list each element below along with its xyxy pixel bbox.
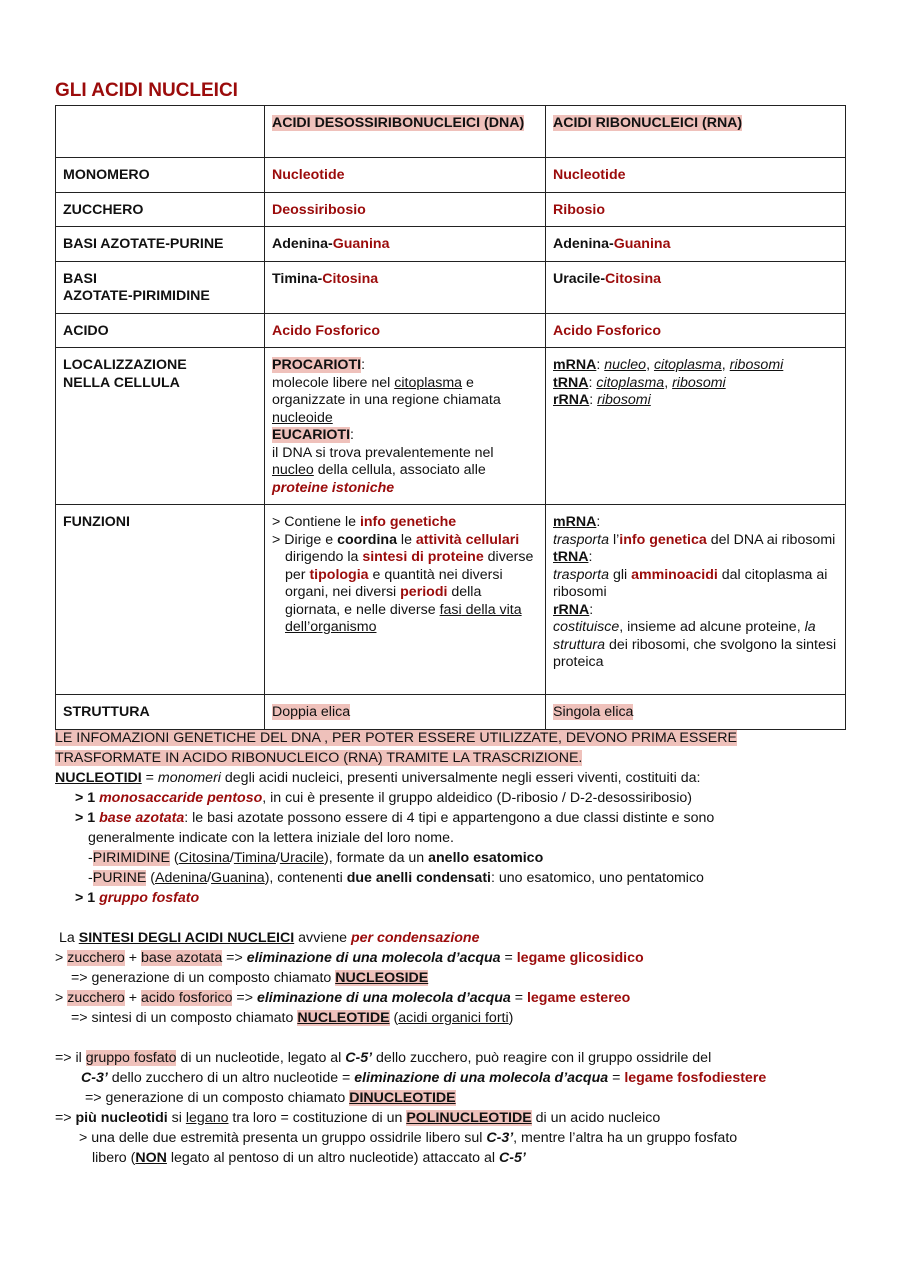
cell-dna bbox=[265, 695, 546, 730]
empty-header-cell bbox=[56, 106, 265, 158]
emphasis-term: base azotata bbox=[99, 810, 185, 826]
rna-type: rRNA bbox=[553, 392, 590, 408]
emphasis-term: info genetica bbox=[619, 531, 707, 548]
underlined-term: Uracile bbox=[279, 850, 325, 866]
text-run: = bbox=[500, 950, 517, 966]
text-run: = bbox=[608, 1070, 625, 1086]
text-run: La bbox=[59, 930, 79, 946]
banner-text: TRASFORMATE IN ACIDO RIBONUCLEICO (RNA) TRAMITE LA TRASCRIZIONE. bbox=[55, 750, 583, 766]
italic-term: monomeri bbox=[157, 770, 221, 786]
text-run: / bbox=[207, 870, 212, 886]
text-run: / bbox=[275, 850, 280, 866]
structure-value: Doppia elica bbox=[272, 704, 351, 720]
defined-term: NUCLEOTIDI bbox=[55, 770, 142, 786]
reaction-line bbox=[55, 988, 855, 1008]
text-run: = bbox=[141, 770, 158, 786]
underlined-term: ribosomi bbox=[597, 392, 651, 408]
punct: , bbox=[721, 357, 730, 373]
row-label: ACIDO bbox=[56, 313, 265, 348]
text-run: della giornata, e nelle diverse bbox=[285, 584, 482, 618]
punct: : bbox=[596, 357, 605, 373]
text-run: = bbox=[510, 990, 527, 1006]
emphasis-term: periodi bbox=[400, 584, 448, 600]
underlined-term: citoplasma bbox=[596, 374, 665, 391]
underlined-term: nucleo bbox=[604, 357, 647, 373]
text-run: => generazione di un composto chiamato bbox=[85, 1090, 350, 1106]
text-run: > una delle due estremità presenta un gruppo ossidrile libero sul bbox=[79, 1130, 487, 1146]
underlined-term: citoplasma bbox=[653, 357, 722, 373]
emphasis-term: legame glicosidico bbox=[516, 950, 644, 966]
base-name: Citosina bbox=[605, 270, 662, 287]
text-run: - bbox=[88, 850, 93, 866]
function-item bbox=[272, 514, 538, 532]
italic-term: struttura bbox=[553, 636, 606, 653]
underlined-term: fasi bbox=[439, 601, 462, 618]
text-run: molecole libere nel bbox=[272, 374, 395, 391]
punct: : bbox=[589, 392, 598, 408]
text-run: > Dirige e bbox=[272, 531, 338, 548]
underlined-term: Adenina bbox=[155, 870, 208, 886]
text-run: + bbox=[124, 950, 141, 966]
notes-section bbox=[55, 728, 855, 1168]
text-run: : le basi azotate possono essere di 4 tipi e appartengono a due classi distinte e sono bbox=[184, 810, 715, 826]
table-row bbox=[56, 261, 846, 313]
text-run: => bbox=[55, 1110, 76, 1126]
table-row bbox=[56, 348, 846, 505]
italic-term: la bbox=[804, 619, 816, 635]
header-rna bbox=[546, 106, 846, 158]
banner-line bbox=[55, 728, 855, 748]
bold-italic-term: C-3’ bbox=[486, 1130, 514, 1146]
row-label: STRUTTURA bbox=[56, 695, 265, 730]
underlined-term: ribosomi bbox=[672, 374, 726, 391]
bold-term: due anelli condensati bbox=[346, 870, 491, 886]
text-run: , insieme ad alcune proteine, bbox=[619, 619, 805, 635]
reaction-result bbox=[55, 1088, 855, 1108]
text-run: + bbox=[124, 990, 141, 1006]
text-run: > Contiene le bbox=[272, 514, 360, 530]
function-item bbox=[272, 532, 538, 637]
sub-item bbox=[55, 868, 855, 888]
reaction-result bbox=[55, 1008, 855, 1028]
text-run: degli acidi nucleici, presenti universalmente negli esseri viventi, costituiti da: bbox=[220, 770, 701, 786]
banner-line bbox=[55, 748, 855, 768]
table-row bbox=[56, 192, 846, 227]
text-run: di un acido nucleico bbox=[531, 1110, 661, 1126]
text-run: ( bbox=[169, 850, 179, 866]
eucarioti-term: EUCARIOTI bbox=[272, 427, 351, 443]
emphasis-term: per condensazione bbox=[350, 930, 480, 946]
rna-type: tRNA bbox=[553, 374, 589, 391]
text-run: legato al pentoso di un altro nucleotide) attaccato al bbox=[166, 1150, 499, 1166]
text-run: - bbox=[88, 870, 93, 886]
punct: , bbox=[664, 374, 673, 391]
cell-dna bbox=[265, 505, 546, 695]
text-run: > bbox=[55, 990, 68, 1006]
text-run: => bbox=[232, 990, 257, 1006]
underlined-term: legano bbox=[185, 1110, 229, 1126]
text-run: , mentre l’altra ha un gruppo fosfato bbox=[513, 1130, 738, 1146]
row-label bbox=[56, 348, 265, 505]
header-dna bbox=[265, 106, 546, 158]
highlight-term: DINUCLEOTIDE bbox=[349, 1090, 456, 1106]
rna-type: tRNA bbox=[553, 549, 589, 565]
bold-term: coordina bbox=[337, 531, 397, 548]
header-rna-label: ACIDI RIBONUCLEICI (RNA) bbox=[553, 115, 743, 131]
punct: : bbox=[350, 427, 354, 443]
emphasis-term: sintesi di proteine bbox=[362, 549, 484, 565]
cell-dna: Deossiribosio bbox=[265, 192, 546, 227]
row-label: MONOMERO bbox=[56, 158, 265, 193]
underlined-term: Citosina bbox=[178, 850, 230, 866]
procarioti-term: PROCARIOTI bbox=[272, 357, 362, 373]
text-run: e organizzate in una regione chiamata bbox=[272, 374, 501, 408]
text-run: tra loro = costituzione di un bbox=[228, 1110, 407, 1126]
underlined-term: acidi organici forti bbox=[398, 1010, 509, 1026]
text-run: di un nucleotide, legato al bbox=[176, 1050, 346, 1066]
bold-italic-term: C-5’ bbox=[345, 1050, 373, 1066]
header-dna-label: ACIDI DESOSSIRIBONUCLEICI (DNA) bbox=[272, 115, 525, 131]
highlight-term: base azotata bbox=[140, 950, 223, 966]
nucleic-acids-table bbox=[55, 105, 846, 730]
text-run: e quantità nei diversi organi, nei diversi bbox=[285, 566, 503, 600]
rna-type: mRNA bbox=[553, 357, 597, 373]
emphasis-term: tipologia bbox=[309, 566, 369, 583]
underlined-term: Timina bbox=[233, 850, 276, 866]
text-run: ), contenenti bbox=[264, 870, 347, 886]
row-label: ZUCCHERO bbox=[56, 192, 265, 227]
base-name: Uracile- bbox=[553, 270, 606, 287]
text-run: le bbox=[396, 531, 416, 548]
underlined-term: Guanina bbox=[211, 870, 265, 886]
punct: : bbox=[588, 549, 593, 565]
cell-rna bbox=[546, 505, 846, 695]
emphasis-term: attività cellulari bbox=[415, 531, 520, 548]
highlight-term: zucchero bbox=[67, 950, 125, 966]
cell-rna: Acido Fosforico bbox=[546, 313, 846, 348]
punct: : bbox=[588, 374, 597, 391]
underlined-term: nucleo bbox=[272, 462, 314, 478]
row-label: FUNZIONI bbox=[56, 505, 265, 695]
cell-rna bbox=[546, 227, 846, 262]
highlight-term: zucchero bbox=[67, 990, 125, 1006]
text-run: => bbox=[222, 950, 247, 966]
underlined-term: citoplasma bbox=[394, 374, 463, 391]
polynucleotide-line bbox=[55, 1148, 855, 1168]
rna-type: mRNA bbox=[553, 514, 597, 530]
item-prefix: > 1 bbox=[75, 790, 100, 806]
list-item bbox=[55, 888, 855, 908]
cell-rna bbox=[546, 348, 846, 505]
sub-item bbox=[55, 848, 855, 868]
cell-dna: Acido Fosforico bbox=[265, 313, 546, 348]
emphasis-term: legame estereo bbox=[526, 990, 631, 1006]
emphasis-term: monosaccaride pentoso bbox=[99, 790, 263, 806]
text-run: , in cui è presente il gruppo aldeidico (D-ribosio / D-2-desossiribosio) bbox=[262, 790, 693, 806]
text-run: ( bbox=[389, 1010, 399, 1026]
text-run: dal citoplasma ai ribosomi bbox=[553, 566, 828, 600]
text-run: l’ bbox=[609, 531, 620, 548]
cell-rna bbox=[546, 261, 846, 313]
bold-italic-term: eliminazione di una molecola d’acqua bbox=[354, 1070, 609, 1086]
text-run: > bbox=[55, 950, 68, 966]
base-name: Citosina bbox=[322, 270, 379, 287]
text-run: ) bbox=[508, 1010, 514, 1026]
highlight-term: NUCLEOTIDE bbox=[297, 1010, 390, 1026]
emphasis-term: amminoacidi bbox=[631, 566, 718, 583]
text-run: dei ribosomi, che svolgono la sintesi proteica bbox=[553, 636, 837, 670]
text-run: / bbox=[229, 850, 234, 866]
punct: : bbox=[589, 601, 594, 618]
text-run: => generazione di un composto chiamato bbox=[71, 970, 336, 986]
text-run: si bbox=[167, 1110, 186, 1126]
text-run: diverse per bbox=[285, 549, 534, 583]
table-row bbox=[56, 695, 846, 730]
spacer bbox=[55, 908, 855, 928]
list-item-continuation: generalmente indicate con la lettera iniziale del loro nome. bbox=[88, 830, 454, 846]
underlined-text: della vita dell’organismo bbox=[285, 601, 522, 635]
cell-dna: Nucleotide bbox=[265, 158, 546, 193]
bold-italic-term: C-5’ bbox=[498, 1150, 526, 1166]
text-run: ( bbox=[146, 870, 156, 886]
item-prefix: > 1 bbox=[75, 810, 100, 826]
bold-italic-term: C-3’ bbox=[81, 1070, 108, 1086]
list-item bbox=[55, 788, 855, 808]
structure-value: Singola elica bbox=[553, 704, 634, 720]
table-header-row bbox=[56, 106, 846, 158]
banner-text: LE INFOMAZIONI GENETICHE DEL DNA , PER POTER ESSERE UTILIZZATE, DEVONO PRIMA ESSERE bbox=[55, 730, 737, 746]
italic-term: trasporta bbox=[553, 566, 609, 583]
list-item bbox=[55, 808, 855, 828]
row-label-line: AZOTATE-PIRIMIDINE bbox=[63, 288, 210, 304]
base-name: Adenina- bbox=[272, 236, 333, 252]
phosphodiester-line bbox=[55, 1048, 855, 1068]
cell-dna bbox=[265, 348, 546, 505]
highlight-term: acido fosforico bbox=[140, 990, 233, 1006]
text-run: ), formate da un bbox=[324, 850, 429, 866]
synthesis-heading bbox=[55, 928, 855, 948]
punct: : bbox=[361, 357, 366, 373]
highlight-term: PURINE bbox=[92, 870, 147, 886]
row-label-line: NELLA CELLULA bbox=[63, 374, 180, 391]
row-label: BASI AZOTATE-PURINE bbox=[56, 227, 265, 262]
page-title: GLI ACIDI NUCLEICI bbox=[55, 80, 238, 101]
text-run: del DNA ai ribosomi bbox=[706, 531, 836, 548]
text-run: gli bbox=[609, 566, 632, 583]
bold-italic-term: eliminazione di una molecola d’acqua bbox=[246, 950, 501, 966]
spacer bbox=[55, 1028, 855, 1048]
text-run: dello zucchero di un altro nucleotide = bbox=[107, 1070, 355, 1086]
emphasis-term: gruppo fosfato bbox=[99, 890, 200, 906]
row-label bbox=[56, 261, 265, 313]
reaction-line bbox=[55, 948, 855, 968]
bold-term: anello esatomico bbox=[428, 850, 544, 866]
defined-term: SINTESI DEGLI ACIDI NUCLEICI bbox=[78, 930, 295, 946]
base-name: Timina- bbox=[272, 270, 323, 287]
highlight-term: PIRIMIDINE bbox=[92, 850, 170, 866]
rna-type: rRNA bbox=[553, 601, 590, 618]
underlined-term: ribosomi bbox=[729, 357, 784, 373]
cell-dna bbox=[265, 261, 546, 313]
table-row bbox=[56, 158, 846, 193]
base-name: Guanina bbox=[332, 236, 390, 252]
punct: : bbox=[596, 514, 601, 530]
bold-italic-term: eliminazione di una molecola d’acqua bbox=[256, 990, 511, 1006]
italic-term: costituisce bbox=[553, 619, 620, 635]
text-run: della cellula, associato alle bbox=[313, 462, 486, 478]
item-prefix: > 1 bbox=[75, 890, 100, 906]
highlight-term: gruppo fosfato bbox=[85, 1050, 177, 1066]
text-run: dirigendo la bbox=[285, 549, 363, 565]
highlight-term: NUCLEOSIDE bbox=[335, 970, 429, 986]
text-run: => il bbox=[55, 1050, 86, 1066]
reaction-result bbox=[55, 968, 855, 988]
bold-term: più nucleotidi bbox=[75, 1110, 168, 1126]
cell-rna: Nucleotide bbox=[546, 158, 846, 193]
cell-dna bbox=[265, 227, 546, 262]
emphasis-term: proteine istoniche bbox=[272, 479, 395, 496]
row-label-line: BASI bbox=[63, 270, 97, 287]
underlined-term: nucleoide bbox=[272, 409, 333, 426]
bold-term: NON bbox=[135, 1150, 167, 1166]
cell-rna: Ribosio bbox=[546, 192, 846, 227]
text-run: => sintesi di un composto chiamato bbox=[71, 1010, 298, 1026]
highlight-term: POLINUCLEOTIDE bbox=[406, 1110, 532, 1126]
text-run: libero ( bbox=[92, 1150, 136, 1166]
cell-rna bbox=[546, 695, 846, 730]
text-run: il DNA si trova prevalentemente nel bbox=[272, 444, 494, 461]
polynucleotide-line bbox=[55, 1128, 855, 1148]
table-row bbox=[56, 313, 846, 348]
text-run: : uno esatomico, uno pentatomico bbox=[491, 870, 704, 886]
row-label-line: LOCALIZZAZIONE bbox=[63, 357, 187, 373]
text-run: dello zucchero, può reagire con il gruppo ossidrile del bbox=[372, 1050, 712, 1066]
text-run: avviene bbox=[294, 930, 351, 946]
punct: , bbox=[646, 357, 654, 373]
base-name: Guanina bbox=[613, 236, 671, 252]
base-name: Adenina- bbox=[553, 236, 614, 252]
table-row bbox=[56, 505, 846, 695]
italic-term: trasporta bbox=[553, 531, 609, 548]
polynucleotide-line bbox=[55, 1108, 855, 1128]
emphasis-term: legame fosfodiestere bbox=[624, 1070, 767, 1086]
emphasis-term: info genetiche bbox=[359, 514, 457, 530]
phosphodiester-line bbox=[55, 1068, 855, 1088]
table-row bbox=[56, 227, 846, 262]
nucleotidi-definition bbox=[55, 768, 855, 788]
